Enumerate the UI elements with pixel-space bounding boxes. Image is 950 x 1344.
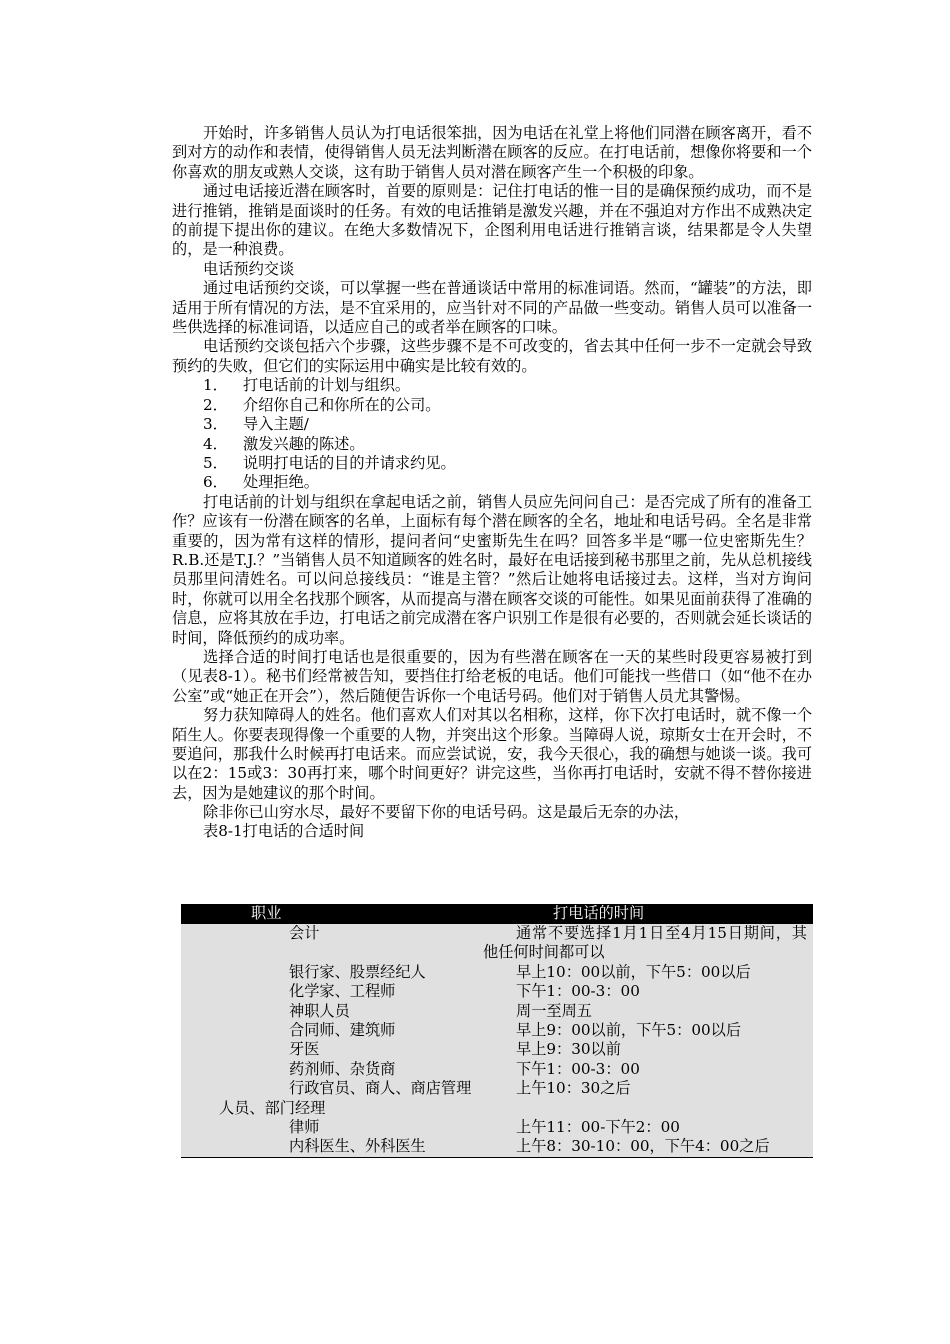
list-item: 5． 说明打电话的目的并请求约见。 bbox=[203, 453, 456, 472]
time-cell: 早上10：00以前，下午5：00以后 bbox=[483, 963, 813, 982]
time-cell: 早上9：00以前，下午5：00以后 bbox=[483, 1021, 813, 1040]
paragraph-intro: 开始时，许多销售人员认为打电话很笨拙，因为电话在礼堂上将他们同潜在顾客离开，看不到对方的动作和表情，使得销售人员无法判断潜在顾客的反应。在打电话前，想像你将要和一个你喜欢的朋友或熟人交谈，这有助于销售人员对潜在顾客产生一个积极的印象。 bbox=[172, 124, 812, 181]
call-time-table bbox=[181, 904, 813, 1158]
table-row bbox=[181, 924, 813, 963]
paragraph-planning: 打电话前的计划与组织在拿起电话之前，销售人员应先问问自己：是否完成了所有的准备工作？应该有一份潜在顾客的名单，上面标有每个潜在顾客的全名，地址和电话号码。全名是非常重要的，因为常有这样的情形，提问者问“史蜜斯先生在吗？回答多半是“哪一位史密斯先生？R.B.还是T.J.？”当销售人员不知道顾客的姓名时，最好在电话接到秘书那里之前，先从总机接线员那里问清姓名。可以问总接线员：“谁是主管？”然后让她将电话接过去。这样，当对方询问时，你就可以用全名找那个顾客，从而提高与潜在顾客交谈的可能性。如果见面前获得了准确的信息，应将其放在手边，打电话之前完成潜在客户识别工作是很有必要的，否则就会延长谈话的时间，降低预约的成功率。 bbox=[172, 492, 812, 647]
paragraph-principle: 通过电话接近潜在顾客时，首要的原则是：记住打电话的惟一目的是确保预约成功，而不是进行推销，推销是面谈时的任务。有效的电话推销是激发兴趣，并在不强迫对方作出不成熟决定的前提下提出你的建议。在绝大多数情况下，企图利用电话进行推销言谈，结果都是令人失望的，是一种浪费。 bbox=[172, 182, 812, 259]
paragraph-timing: 选择合适的时间打电话也是很重要的，因为有些潜在顾客在一天的某些时段更容易被打到（见表8-1）。秘书们经常被告知，要挡住打给老板的电话。他们可能找一些借口（如“他不在办公室”或“她正在开会”），然后随便告诉你一个电话号码。他们对于销售人员尤其警惕。 bbox=[172, 647, 812, 705]
table-row bbox=[181, 1021, 813, 1040]
time-cell: 上午8：30-10：00，下午4：00之后 bbox=[483, 1137, 813, 1157]
table-caption: 表8-1打电话的合适时间 bbox=[203, 821, 365, 840]
table-row bbox=[181, 1079, 813, 1118]
time-cell: 下午1：00-3：00 bbox=[483, 982, 813, 1001]
steps-list bbox=[172, 376, 812, 492]
occupation-cell: 银行家、股票经纪人 bbox=[181, 963, 483, 982]
time-cell: 上午11：00-下午2：00 bbox=[483, 1118, 813, 1137]
table-row bbox=[181, 1137, 813, 1157]
table-row bbox=[181, 982, 813, 1001]
paragraph-standard-phrases: 通过电话预约交谈，可以掌握一些在普通谈话中常用的标准词语。然而，“罐装”的方法，即适用于所有情况的方法，是不宜采用的，应当针对不同的产品做一些变动。销售人员可以准备一些供选择的标准词语，以适应自己的或者举在顾客的口味。 bbox=[172, 279, 812, 337]
occupation-cell: 律师 bbox=[181, 1118, 483, 1137]
occupation-cell: 会计 bbox=[181, 924, 483, 963]
header-occupation: 职业 bbox=[181, 904, 483, 924]
section-heading: 电话预约交谈 bbox=[203, 259, 295, 278]
table-row bbox=[181, 1118, 813, 1137]
list-item: 2． 介绍你自己和你所在的公司。 bbox=[203, 395, 441, 414]
paragraph-gatekeeper: 努力获知障碍人的姓名。他们喜欢人们对其以名相称，这样，你下次打电话时，就不像一个陌生人。你要表现得像一个重要的人物，并突出这个形象。当障碍人说，琼斯女士在开会时，不要追问，那我什么时候再打电话来。而应尝试说，安，我今天很心，我的确想与她谈一谈。我可以在2：15或3：30再打来，哪个时间更好？讲完这些，当你再打电话时，安就不得不替你接进去，因为是她建议的那个时间。 bbox=[172, 706, 812, 802]
paragraph-six-steps: 电话预约交谈包括六个步骤，这些步骤不是不可改变的，省去其中任何一步不一定就会导致预约的失败，但它们的实际运用中确实是比较有效的。 bbox=[172, 337, 812, 375]
document-body bbox=[172, 124, 812, 840]
occupation-cell: 牙医 bbox=[181, 1040, 483, 1059]
list-item: 6． 处理拒绝。 bbox=[203, 473, 319, 492]
table-row bbox=[181, 963, 813, 982]
time-cell: 上午10：30之后 bbox=[483, 1079, 813, 1118]
time-cell: 下午1：00-3：00 bbox=[483, 1060, 813, 1079]
table-row bbox=[181, 1040, 813, 1059]
time-cell: 周一至周五 bbox=[483, 1002, 813, 1021]
occupation-cell: 内科医生、外科医生 bbox=[181, 1137, 483, 1157]
header-call-time: 打电话的时间 bbox=[483, 904, 813, 924]
list-item: 1． 打电话前的计划与组织。 bbox=[203, 376, 411, 395]
list-item: 4． 激发兴趣的陈述。 bbox=[203, 434, 365, 453]
occupation-cell: 药剂师、杂货商 bbox=[181, 1060, 483, 1079]
table-row bbox=[181, 1002, 813, 1021]
table-row bbox=[181, 1060, 813, 1079]
time-cell: 早上9：30以前 bbox=[483, 1040, 813, 1059]
occupation-cell: 化学家、工程师 bbox=[181, 982, 483, 1001]
occupation-cell: 行政官员、商人、商店管理人员、部门经理 bbox=[181, 1079, 483, 1118]
list-item: 3． 导入主题/ bbox=[203, 415, 309, 434]
occupation-cell: 合同师、建筑师 bbox=[181, 1021, 483, 1040]
paragraph-phone-number: 除非你已山穷水尽，最好不要留下你的电话号码。这是最后无奈的办法， bbox=[203, 803, 689, 822]
time-cell: 通常不要选择1月1日至4月15日期间，其他任何时间都可以 bbox=[483, 924, 813, 963]
occupation-cell: 神职人员 bbox=[181, 1002, 483, 1021]
table-header-row bbox=[181, 904, 813, 924]
